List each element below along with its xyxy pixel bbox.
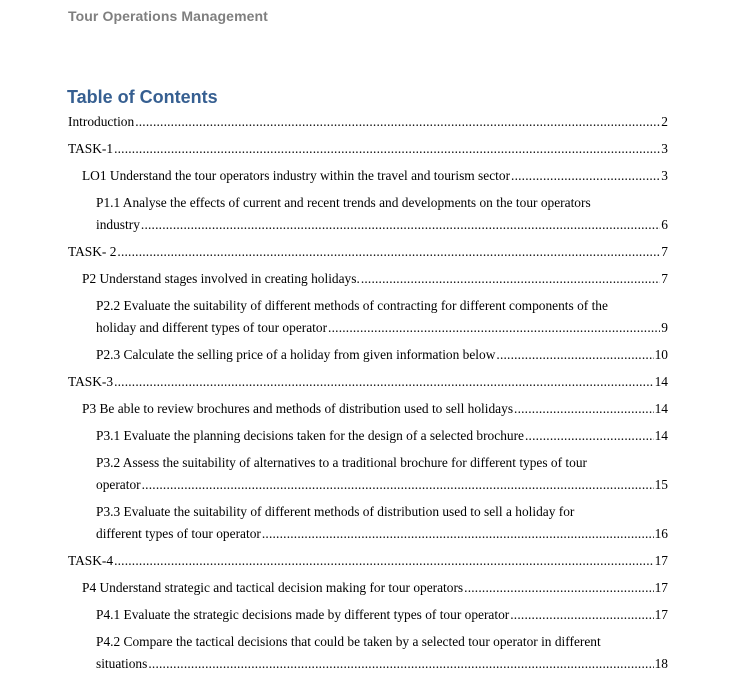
toc-page-number: 6 xyxy=(661,217,668,232)
toc-entry[interactable] xyxy=(68,344,668,366)
toc-entry[interactable] xyxy=(68,138,668,160)
toc-entry[interactable] xyxy=(68,192,668,236)
toc-entry-text: TASK-4 xyxy=(68,553,114,568)
toc-entry-text: P4.2 Compare the tactical decisions that could be taken by a selected tour operator in different xyxy=(96,634,601,649)
toc-page-number: 9 xyxy=(661,320,668,335)
toc-entry[interactable] xyxy=(68,501,668,545)
toc-page-number: 14 xyxy=(654,428,668,443)
toc-page-number: 7 xyxy=(661,271,668,286)
toc-entry-text: different types of tour operator xyxy=(96,526,261,541)
toc-entry-text: Introduction xyxy=(68,114,135,129)
toc-entry-text: P3.1 Evaluate the planning decisions taken for the design of a selected brochure xyxy=(96,428,524,443)
toc-entry[interactable] xyxy=(68,550,668,572)
toc-entry-text: operator xyxy=(96,477,141,492)
toc-entry-text: P2 Understand stages involved in creating holidays. xyxy=(82,271,360,286)
toc-dot-leader xyxy=(148,653,653,675)
toc-entry-text: LO1 Understand the tour operators industry within the travel and tourism sector xyxy=(82,168,511,183)
toc-entry[interactable] xyxy=(68,295,668,339)
toc-dot-leader xyxy=(141,214,660,236)
toc-entry[interactable] xyxy=(68,241,668,263)
toc-page-number: 17 xyxy=(654,553,668,568)
page-header-title: Tour Operations Management xyxy=(68,8,268,24)
toc-entry-text: P2.3 Calculate the selling price of a holiday from given information below xyxy=(96,347,496,362)
toc-dot-leader xyxy=(117,241,660,263)
toc-entry-text: TASK-3 xyxy=(68,374,114,389)
toc-entry[interactable] xyxy=(68,425,668,447)
toc-entry-text: P3.2 Assess the suitability of alternatives to a traditional brochure for different types of tour xyxy=(96,455,588,470)
toc-dot-leader xyxy=(114,550,654,572)
toc-page-number: 15 xyxy=(654,477,668,492)
toc-dot-leader xyxy=(514,398,654,420)
toc-entry-text: TASK- 2 xyxy=(68,244,117,259)
toc-dot-leader xyxy=(511,165,660,187)
toc-entry-text: P4.1 Evaluate the strategic decisions made by different types of tour operator xyxy=(96,607,510,622)
toc-entry-text: holiday and different types of tour operator xyxy=(96,320,328,335)
toc-entry-text: P2.2 Evaluate the suitability of different methods of contracting for different components of the xyxy=(96,298,608,313)
toc-dot-leader xyxy=(328,317,660,339)
toc-page-number: 17 xyxy=(654,607,668,622)
toc-page-number: 3 xyxy=(661,168,668,183)
toc-entry[interactable] xyxy=(68,165,668,187)
toc-entry[interactable] xyxy=(68,371,668,393)
toc-entry-text: P1.1 Analyse the effects of current and recent trends and developments on the tour operators xyxy=(96,195,591,210)
toc-dot-leader xyxy=(496,344,653,366)
toc-page-number: 7 xyxy=(661,244,668,259)
toc-page-number: 18 xyxy=(654,656,668,671)
toc-page-number: 17 xyxy=(654,580,668,595)
toc-dot-leader xyxy=(142,474,654,496)
toc-entry[interactable] xyxy=(68,268,668,290)
toc-page-number: 10 xyxy=(654,347,668,362)
toc-entry[interactable] xyxy=(68,577,668,599)
toc-entry[interactable] xyxy=(68,604,668,626)
toc-entry-text: P3.3 Evaluate the suitability of different methods of distribution used to sell a holiday for xyxy=(96,504,575,519)
toc-entry[interactable] xyxy=(68,452,668,496)
toc-entry[interactable] xyxy=(68,398,668,420)
toc-dot-leader xyxy=(114,371,654,393)
toc-entry-text: P3 Be able to review brochures and methods of distribution used to sell holidays xyxy=(82,401,514,416)
table-of-contents xyxy=(68,111,668,675)
toc-page-number: 16 xyxy=(654,526,668,541)
toc-heading: Table of Contents xyxy=(67,87,218,107)
toc-dot-leader xyxy=(361,268,660,290)
toc-dot-leader xyxy=(262,523,654,545)
toc-page-number: 3 xyxy=(661,141,668,156)
toc-entry-text: P4 Understand strategic and tactical decision making for tour operators xyxy=(82,580,464,595)
toc-dot-leader xyxy=(135,111,660,133)
toc-dot-leader xyxy=(464,577,653,599)
toc-page-number: 14 xyxy=(654,401,668,416)
toc-entry-text: TASK-1 xyxy=(68,141,114,156)
toc-entry[interactable] xyxy=(68,111,668,133)
toc-entry-text: industry xyxy=(96,217,140,232)
toc-page-number: 2 xyxy=(661,114,668,129)
toc-dot-leader xyxy=(510,604,653,626)
toc-entry-text: situations xyxy=(96,656,148,671)
toc-dot-leader xyxy=(114,138,660,160)
toc-page-number: 14 xyxy=(654,374,668,389)
toc-dot-leader xyxy=(525,425,654,447)
toc-entry[interactable] xyxy=(68,631,668,675)
